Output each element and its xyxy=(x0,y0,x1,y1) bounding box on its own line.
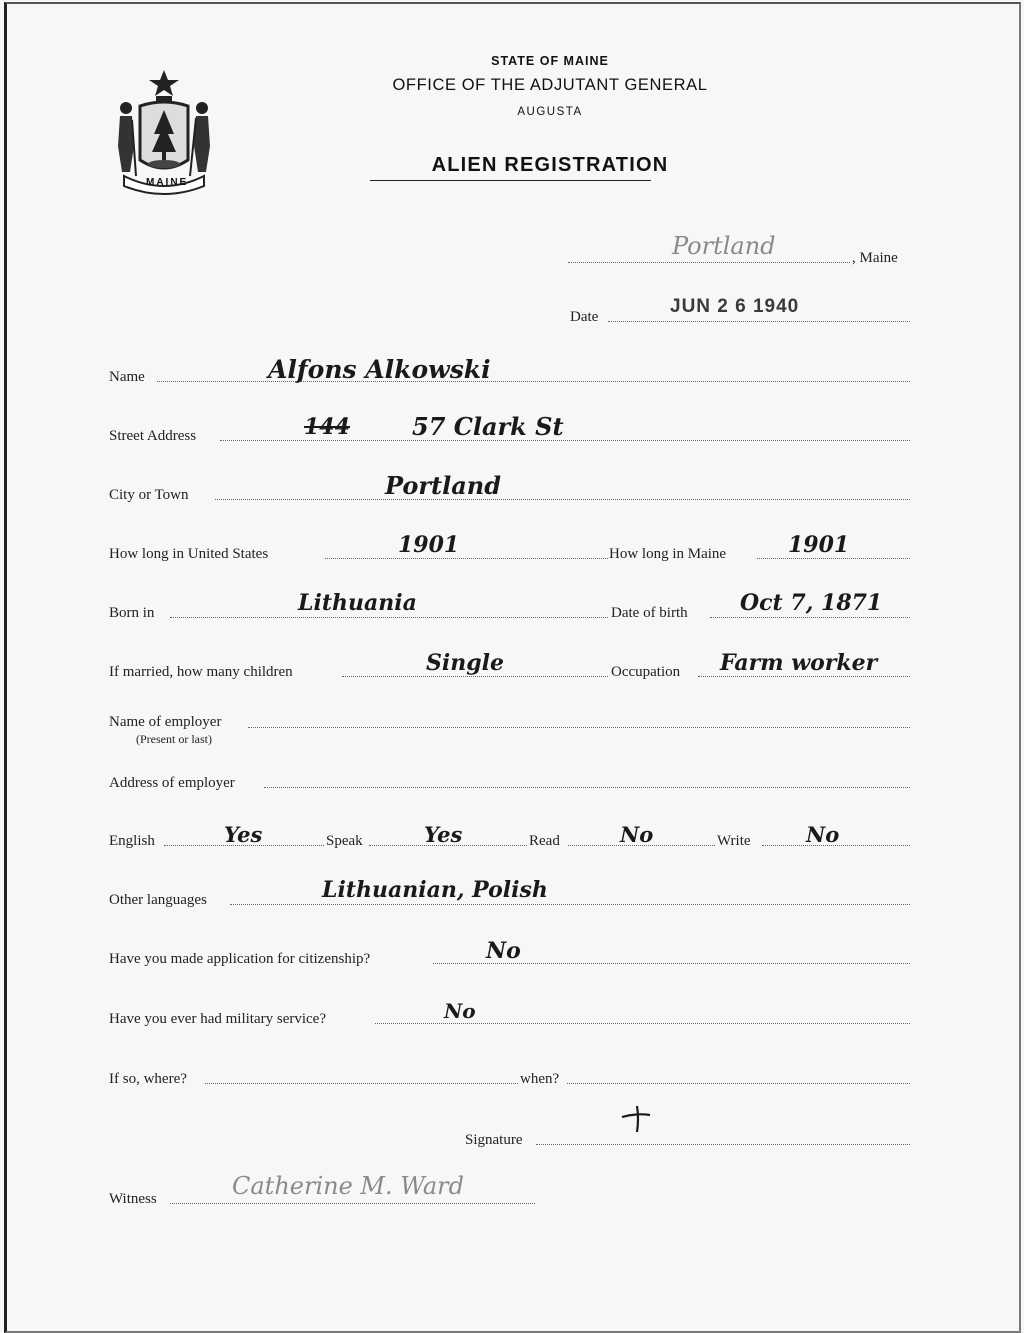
in-maine-label: How long in Maine xyxy=(609,546,727,562)
street-value: 57 Clark St xyxy=(412,412,564,441)
city-label: City or Town xyxy=(109,487,189,503)
in-maine-line xyxy=(757,558,910,559)
military-line xyxy=(375,1023,910,1024)
date-line xyxy=(608,321,910,322)
where-line xyxy=(205,1083,518,1084)
city-line xyxy=(215,499,910,500)
when-line xyxy=(567,1083,910,1084)
children-value: Single xyxy=(426,650,504,676)
other-languages-label: Other languages xyxy=(109,892,207,908)
occupation-line xyxy=(698,676,910,677)
employer-address-label: Address of employer xyxy=(109,775,235,791)
occupation-value: Farm worker xyxy=(720,650,878,676)
born-in-line xyxy=(170,617,608,618)
read-label: Read xyxy=(529,833,560,849)
header-state: STATE OF MAINE xyxy=(491,54,609,68)
children-label: If married, how many children xyxy=(109,664,293,680)
witness-value: Catherine M. Ward xyxy=(232,1172,464,1200)
signature-line xyxy=(536,1144,910,1145)
write-label: Write xyxy=(717,833,751,849)
speak-value: Yes xyxy=(424,822,463,847)
dob-line xyxy=(710,617,910,618)
in-us-value: 1901 xyxy=(398,532,460,558)
signature-mark-icon xyxy=(620,1104,652,1134)
witness-label: Witness xyxy=(109,1191,157,1207)
speak-label: Speak xyxy=(326,833,363,849)
employer-address-line xyxy=(264,787,910,788)
in-maine-value: 1901 xyxy=(788,532,850,558)
signature-label: Signature xyxy=(465,1132,523,1148)
military-label: Have you ever had military service? xyxy=(109,1011,326,1027)
occupation-label: Occupation xyxy=(611,664,681,680)
date-stamp: JUN 2 6 1940 xyxy=(670,296,800,317)
place-value: Portland xyxy=(672,232,776,260)
employer-line xyxy=(248,727,910,728)
other-languages-line xyxy=(230,904,910,905)
other-languages-value: Lithuanian, Polish xyxy=(322,877,548,903)
children-line xyxy=(342,676,608,677)
header-city: AUGUSTA xyxy=(517,106,583,118)
street-label: Street Address xyxy=(109,428,197,444)
name-label: Name xyxy=(109,369,145,385)
write-value: No xyxy=(806,822,840,847)
title-underline xyxy=(370,180,651,181)
street-line xyxy=(220,440,910,441)
in-us-line xyxy=(325,558,608,559)
where-label: If so, where? xyxy=(109,1071,187,1087)
in-us-label: How long in United States xyxy=(109,546,269,562)
born-in-label: Born in xyxy=(109,605,155,621)
citizenship-label: Have you made application for citizenship? xyxy=(109,951,371,967)
dob-value: Oct 7, 1871 xyxy=(740,590,883,616)
place-line xyxy=(568,262,850,263)
employer-label: Name of employer xyxy=(109,714,222,730)
street-struck-value: 144 xyxy=(304,414,350,440)
employer-note: (Present or last) xyxy=(136,732,212,746)
when-label: when? xyxy=(520,1071,560,1087)
date-label: Date xyxy=(570,309,599,325)
english-value: Yes xyxy=(224,822,263,847)
military-value: No xyxy=(444,999,476,1023)
read-value: No xyxy=(620,822,654,847)
english-label: English xyxy=(109,833,155,849)
citizenship-value: No xyxy=(486,938,521,964)
born-in-value: Lithuania xyxy=(298,590,417,616)
name-value: Alfons Alkowski xyxy=(268,355,491,384)
city-value: Portland xyxy=(385,471,502,500)
form-title: ALIEN REGISTRATION xyxy=(431,154,669,176)
dob-label: Date of birth xyxy=(611,605,688,621)
header-office: OFFICE OF THE ADJUTANT GENERAL xyxy=(392,76,708,94)
place-suffix: , Maine xyxy=(852,250,898,266)
seal-banner-text: MAINE xyxy=(146,177,189,188)
witness-line xyxy=(170,1203,535,1204)
